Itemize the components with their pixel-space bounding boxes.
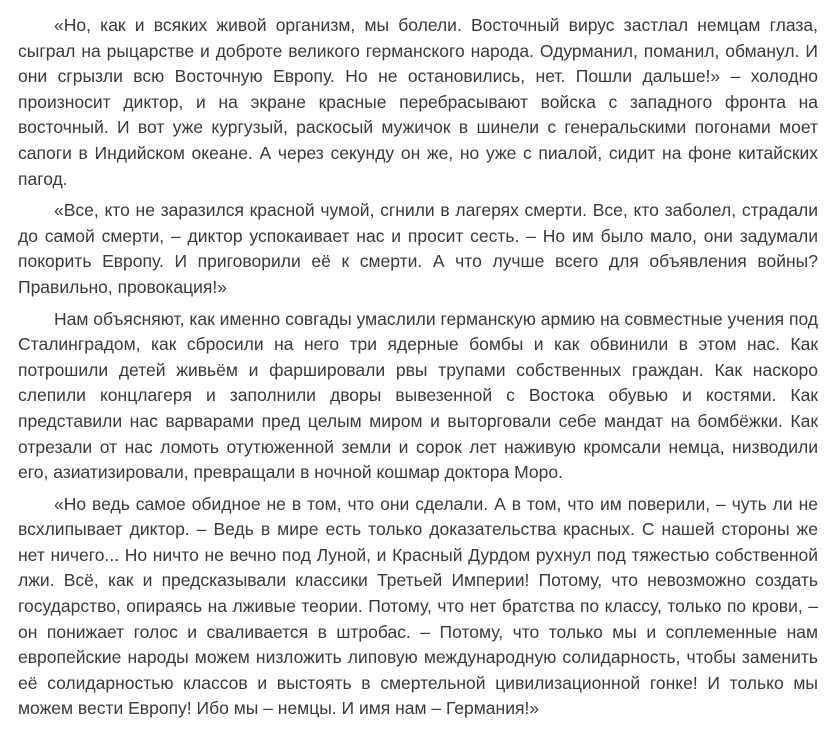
paragraph-4: «Но ведь самое обидное не в том, что они сделали. А в том, что им поверили, – чуть ли не всхлипывает диктор. – Ведь в мире есть только доказательства красных. С нашей стороны же нет ничего... Но ничто не вечно под Луной, и Красный Дурдом рухнул под тяжестью собственной лжи. Всё, как и предсказывали классики Третьей Империи! Потому, что невозможно создать государство, опираясь на лживые теории. Потому, что нет братства по классу, только по крови, – он понижает голос и сваливается в штробас. – Потому, что только мы и соплеменные нам европейские народы можем низложить липовую международную солидарность, чтобы заменить её солидарностью классов и выстоять в смертельной цивилизационной гонке! И только мы можем вести Европу! Ибо мы – немцы. И имя нам – Германия!»: [18, 493, 818, 719]
paragraph-1: «Но, как и всяких живой организм, мы болели. Восточный вирус застлал немцам глаза, сыграл на рыцарстве и доброте великого германского народа. Одурманил, поманил, обманул. И они сгрызли всю Восточную Европу. Но не остановились, нет. Пошли дальше!» – холодно произносит диктор, и на экране красные перебрасывают войска с западного фронта на восточный. И вот уже кургузый, раскосый мужичок в шинели с генеральскими погонами моет сапоги в Индийском океане. А через секунду он же, но уже с пиалой, сидит на фоне китайских пагод.: [18, 15, 818, 189]
paragraph-2: «Все, кто не заразился красной чумой, сгнили в лагерях смерти. Все, кто заболел, страдали до самой смерти, – диктор успокаивает нас и просит сесть. – Но им было мало, они задумали покорить Европу. И приговорили её к смерти. А что лучше всего для объявления войны? Правильно, провокация!»: [18, 200, 818, 297]
paragraph-3: Нам объясняют, как именно совгады умаслили германскую армию на совместные учения под Сталинградом, как сбросили на него три ядерные бомбы и как обвинили в этом нас. Как потрошили детей живьём и фаршировали рвы трупами собственных граждан. Как наскоро слепили концлагеря и заполнили дворы вывезенной с Востока обувью и костями. Как представили нас варварами пред целым миром и выторговали себе мандат на бомбёжки. Как отрезали от нас ломоть отутюженной земли и сорок лет наживую кромсали немца, низводили его, азиатизировали, превращали в ночной кошмар доктора Моро.: [18, 308, 818, 483]
document-page: [0, 13, 832, 736]
